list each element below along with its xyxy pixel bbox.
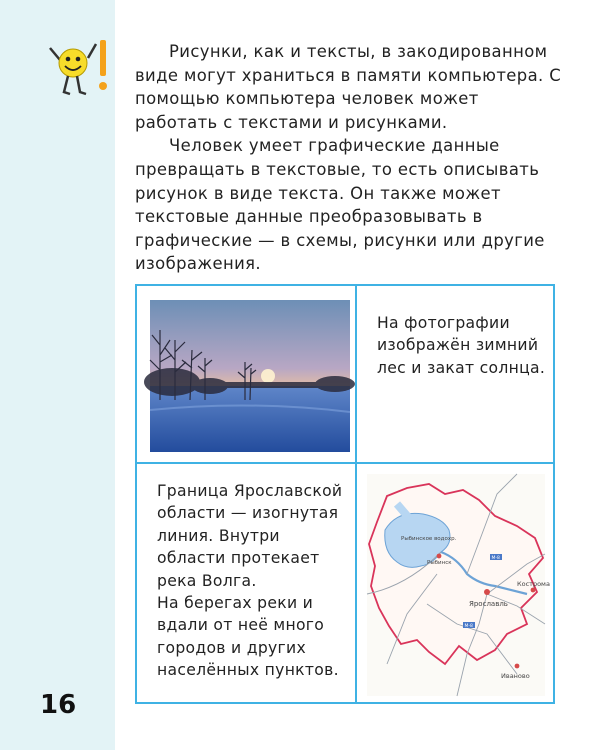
photo-cell — [137, 286, 357, 464]
page-number: 16 — [40, 690, 77, 720]
map-text-1: Граница Ярославской области — изогнутая линия. Внутри области протекает река Волга. — [157, 482, 343, 590]
paragraph-1: Рисунки, как и тексты, в закодированном виде могут храниться в памяти компьютера. С помощью компьютера человек может работать с текстами и рисунками. — [135, 42, 562, 132]
map-cell — [357, 464, 555, 704]
map-label-reservoir: Рыбинское водохр. — [401, 536, 457, 542]
map-label-yaroslavl: Ярославль — [469, 600, 508, 608]
map-text-cell — [137, 464, 357, 704]
map-description — [157, 480, 352, 682]
illustration-table — [135, 284, 555, 704]
paragraph-2: Человек умеет графические данные превращать в текстовые, то есть описывать рисунок в виде текста. Он также может текстовые данные преобразовывать в графические — в схемы, рисунки или другие изображения. — [135, 136, 545, 274]
map-label-kostroma: Кострома — [517, 580, 550, 588]
winter-sunset-photo — [150, 300, 350, 452]
road-sign-2: М-8 — [464, 624, 473, 629]
photo-caption-cell — [357, 286, 555, 464]
photo-caption: На фотографии изображён зимний лес и закат солнца. — [377, 314, 546, 377]
road-sign-1: М-8 — [491, 556, 500, 561]
yaroslavl-region-map — [367, 474, 550, 696]
map-label-rybinsk: Рыбинск — [427, 560, 452, 566]
map-label-ivanovo: Иваново — [501, 672, 530, 680]
page-margin — [0, 0, 115, 750]
map-text-2: На берегах реки и вдали от неё много городов и других населённых пунктов. — [157, 594, 339, 680]
main-text — [135, 40, 565, 276]
smiley-exclamation-icon — [40, 30, 120, 110]
